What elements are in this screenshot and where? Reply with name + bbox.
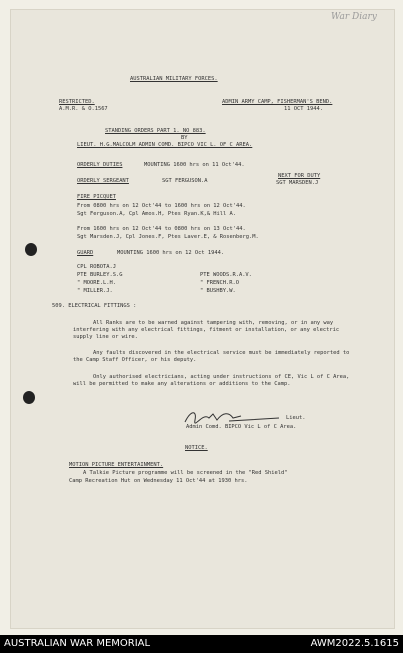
fire-picquet-line: From 1600 hrs on 12 Oct'44 to 0800 hrs on 13 Oct'44. (77, 226, 246, 232)
guard-mounting: MOUNTING 1600 hrs on 12 Oct 1944. (117, 250, 225, 256)
punch-hole-bottom (23, 391, 35, 404)
footer-bar (0, 635, 403, 653)
pencil-annotation: War Diary (331, 12, 377, 22)
footer-accession-number: AWM2022.5.1615 (310, 638, 399, 649)
guard-member: PTE BURLEY.S.G (77, 272, 123, 278)
section-509-paragraph: Any faults discovered in the electrical service must be immediately reported to the Camp Staff Officer, or his deputy. (73, 350, 350, 363)
orderly-sergeant-name: SGT FERGUSON.A (162, 178, 208, 184)
orderly-duties-mounting: MOUNTING 1600 hrs on 11 Oct'44. (144, 162, 245, 168)
notice-title: NOTICE. (185, 445, 208, 451)
guard-member: " FRENCH.R.O (200, 280, 239, 286)
orderly-duties-label: ORDERLY DUTIES (77, 162, 123, 168)
orderly-sergeant-label: ORDERLY SERGEANT (77, 178, 129, 184)
guard-member: " MOORE.L.H. (77, 280, 116, 286)
fire-picquet-line: Sgt Ferguson.A, Cpl Amos.H, Ptes Ryan.K,& Hill A. (77, 211, 237, 217)
camp-name: ADMIN ARMY CAMP, FISHERMAN'S BEND. (222, 99, 333, 105)
reference: A.M.R. & O.1567 (59, 106, 108, 112)
section-509-heading: 509. ELECTRICAL FITTINGS : (52, 303, 137, 309)
fire-picquet-line: Sgt Marsden.J, Cpl Jones.F, Ptes Laver.E, & Rosenberg.M. (77, 234, 259, 240)
fire-picquet-title: FIRE PICQUET (77, 194, 116, 200)
guard-member: CPL ROBOTA.J (77, 264, 116, 270)
orders-officer: LIEUT. H.G.MALCOLM ADMIN COMD. BIPCO VIC L. OF C AREA. (77, 142, 253, 148)
section-509-paragraph: Only authorised electricians, acting under instructions of CE, Vic L of C Area, will be permitted to make any alterations or additions to the Camp. (73, 374, 350, 387)
footer-institution: AUSTRALIAN WAR MEMORIAL (4, 638, 151, 649)
document-date: 11 OCT 1944. (284, 106, 323, 112)
notice-heading: MOTION PICTURE ENTERTAINMENT. (69, 462, 164, 468)
notice-line: Camp Recreation Hut on Wednesday 11 Oct'44 at 1930 hrs. (69, 478, 248, 484)
guard-member: PTE WOODS.R.A.V. (200, 272, 252, 278)
punch-hole-top (25, 243, 37, 256)
classification: RESTRICTED. (59, 99, 95, 105)
orders-title: STANDING ORDERS PART 1. NO 883. (105, 128, 206, 134)
guard-member: " BUSHBY.W. (200, 288, 236, 294)
next-for-duty-label: NEXT FOR DUTY (278, 173, 321, 179)
signature-rank: Lieut. (286, 415, 306, 421)
notice-line: A Talkie Picture programme will be screened in the "Red Shield" (83, 470, 288, 476)
guard-member: " MILLER.J. (77, 288, 113, 294)
signature-line: Admin Comd. BIPCO Vic L of C Area. (186, 424, 297, 430)
orders-by: BY (181, 135, 188, 141)
fire-picquet-line: From 0800 hrs on 12 Oct'44 to 1600 hrs on 12 Oct'44. (77, 203, 246, 209)
document-title: AUSTRALIAN MILITARY FORCES. (130, 76, 218, 82)
section-509-paragraph: All Ranks are to be warned against tampering with, removing, or in any way interfering with any electrical fittings, fitment or installation, or any electric supply line or wire. (73, 320, 340, 340)
guard-title: GUARD (77, 250, 94, 256)
next-for-duty-name: SGT MARSDEN.J (276, 180, 319, 186)
